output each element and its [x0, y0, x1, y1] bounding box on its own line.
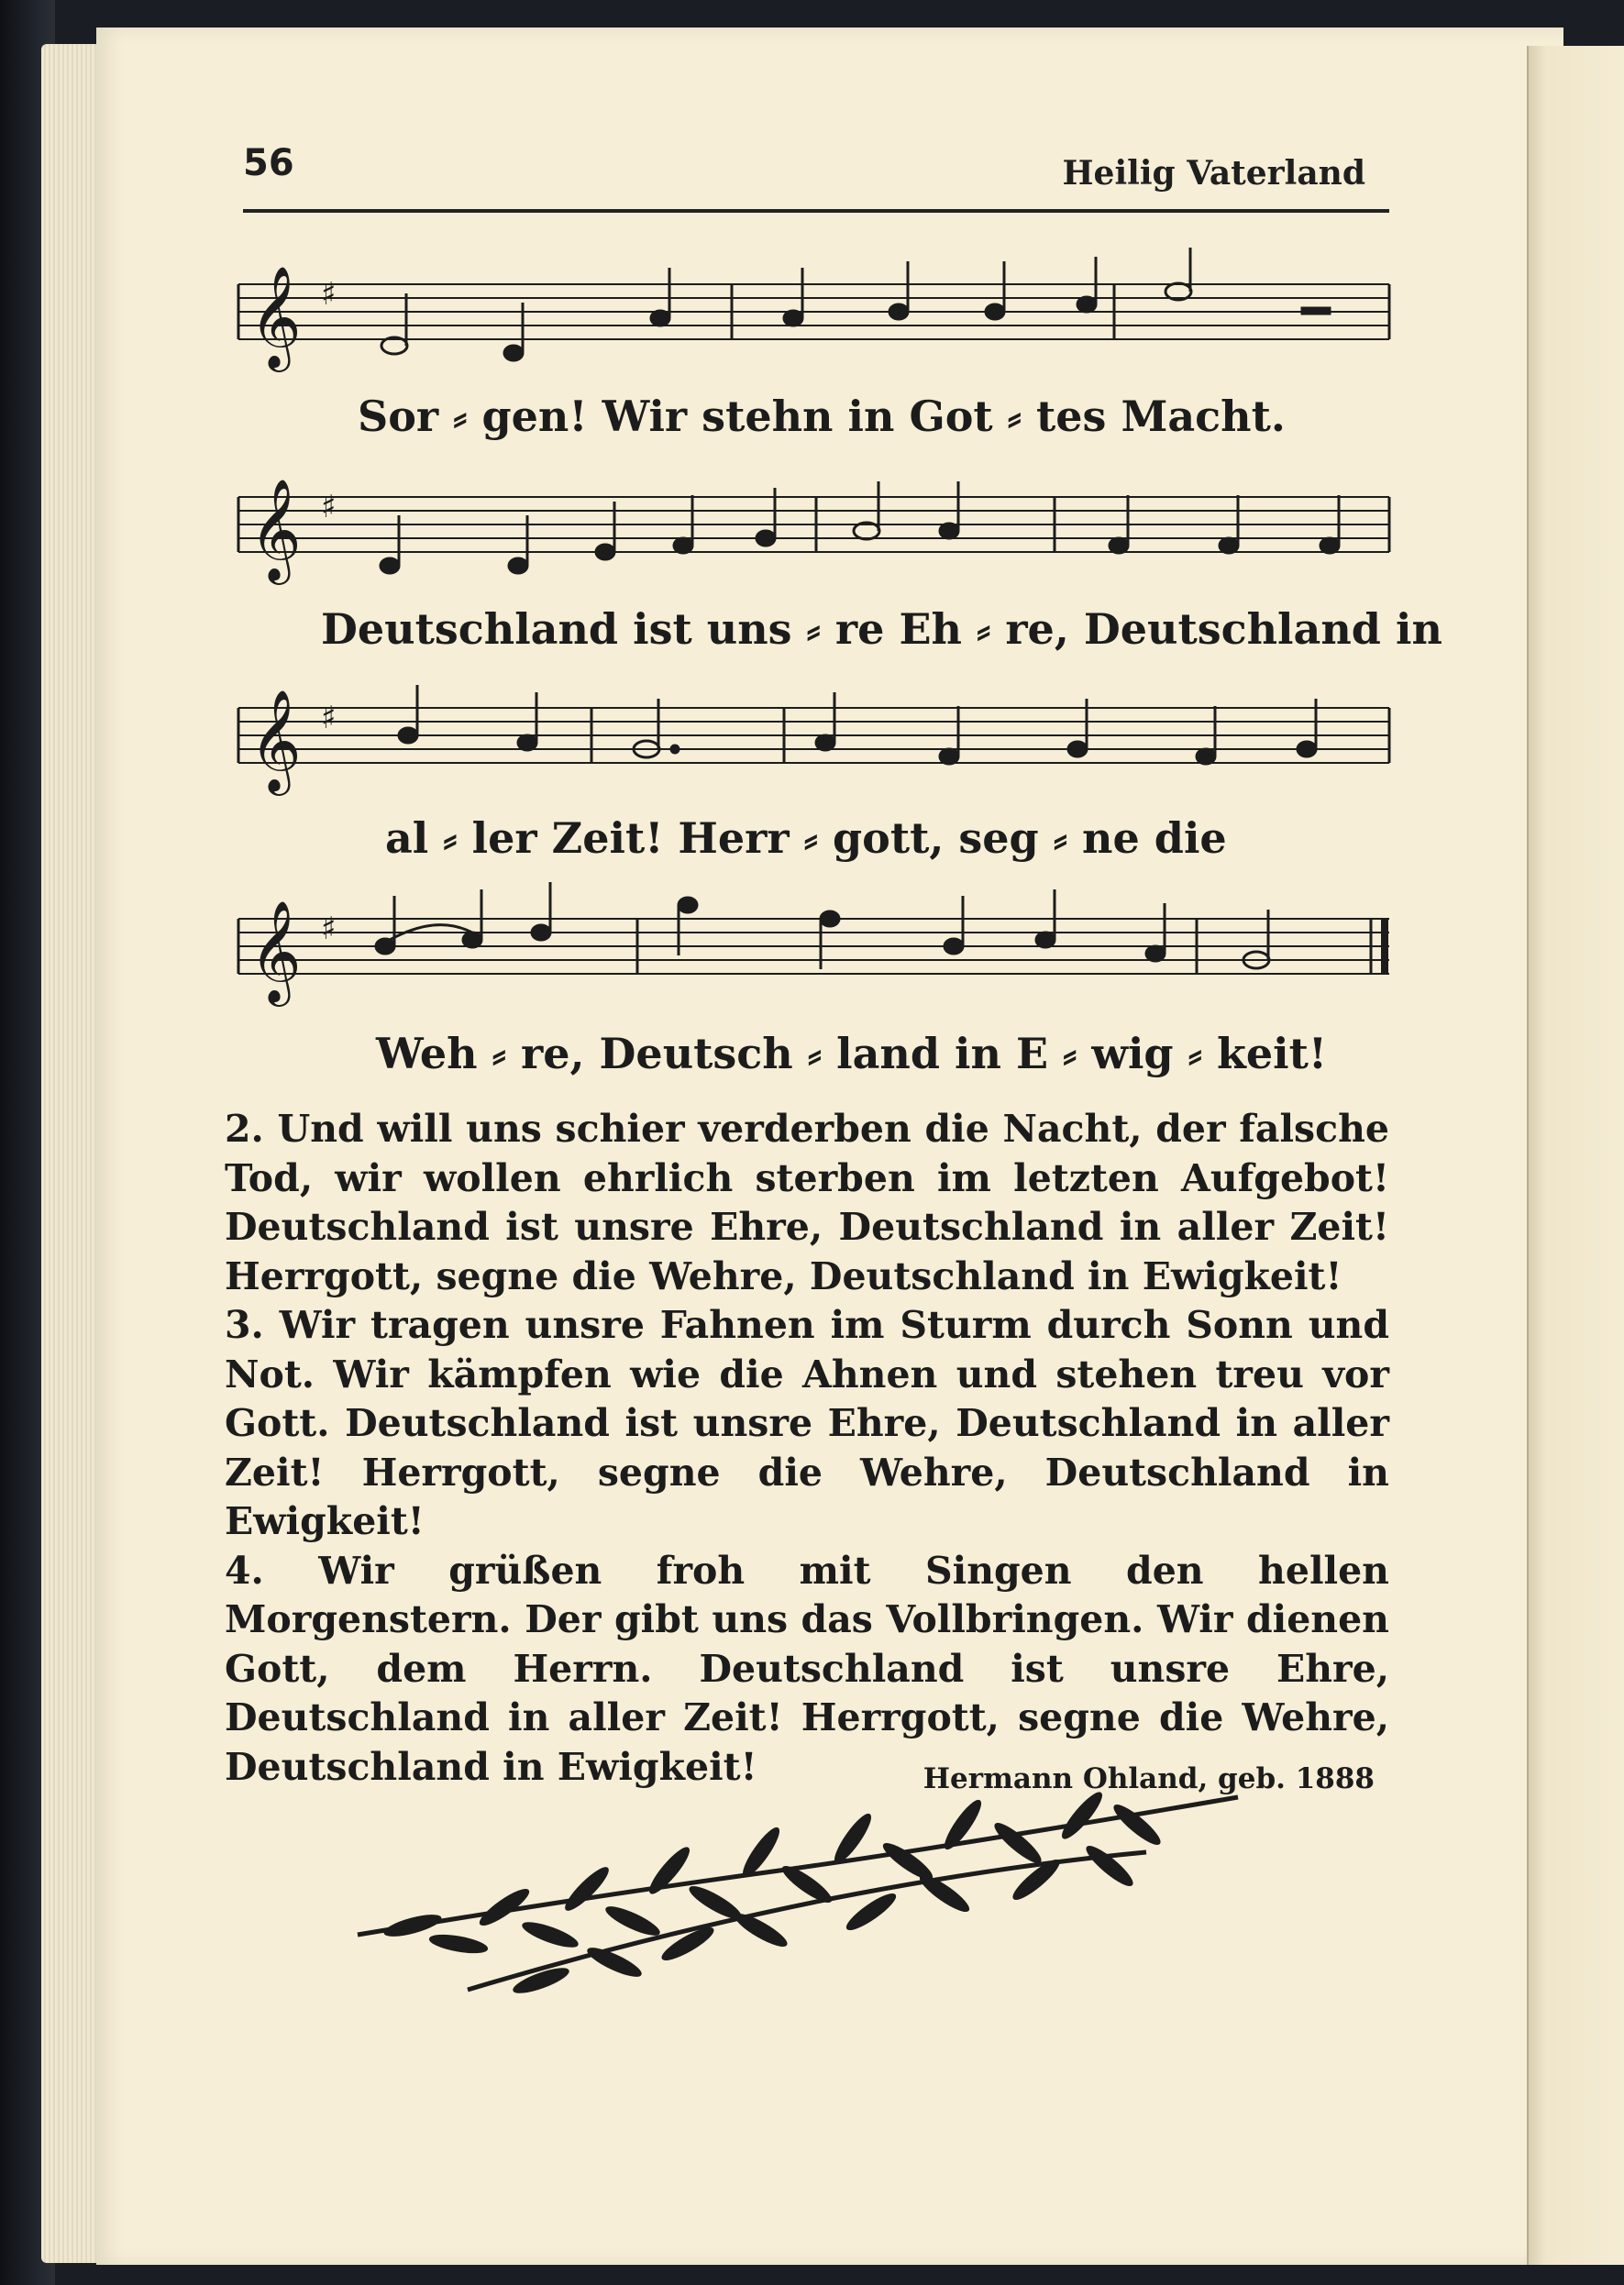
- sharp-icon: ♯: [321, 276, 337, 313]
- verse-4: 4. Wir grüßen froh mit Singen den hellen Morgenstern. Der gibt uns das Vollbringen. Wir dienen Gott, dem Herrn. Deutschland ist unsre Ehre, Deutschland in aller Zeit! Herrgott, segne die Wehre, Deutschland in Ewigkeit!: [225, 1548, 1389, 1789]
- music-notes-1: [381, 248, 1330, 360]
- running-title: Heilig Vaterland: [1062, 154, 1365, 193]
- facing-page-edge: [1527, 46, 1624, 2265]
- page-number: 56: [243, 142, 294, 184]
- verses: [225, 1105, 1389, 1792]
- header-rule: [243, 209, 1389, 213]
- music-notes-4: [376, 882, 1269, 969]
- lyrics-system-2: Deutschland ist uns ⸗ re Eh ⸗ re, Deutschland in: [321, 604, 1442, 654]
- music-notes-3: [399, 685, 1316, 764]
- music-notes-2: [381, 481, 1339, 573]
- verse-2: 2. Und will uns schier verderben die Nacht, der falsche Tod, wir wollen ehrlich sterben im letzten Aufgebot! Deutschland ist unsre Ehre, Deutschland in aller Zeit! Herrgott, segne die Wehre, Deutschland in Ewigkeit!: [225, 1107, 1389, 1298]
- lyrics-system-4: Weh ⸗ re, Deutsch ⸗ land in E ⸗ wig ⸗ keit!: [376, 1029, 1328, 1078]
- lyrics-system-1: Sor ⸗ gen! Wir stehn in Got ⸗ tes Macht.: [358, 392, 1286, 441]
- treble-clef-icon: 𝄞: [249, 265, 302, 368]
- laurel-branch-icon: [358, 1797, 1238, 2008]
- treble-clef-icon: 𝄞: [249, 478, 302, 580]
- sheet-music: [229, 248, 1442, 1174]
- sharp-icon: ♯: [321, 911, 337, 947]
- music-system-2: [238, 497, 1389, 552]
- music-system-1: [238, 284, 1389, 339]
- treble-clef-icon: 𝄞: [249, 900, 302, 1002]
- lyrics-system-3: al ⸗ ler Zeit! Herr ⸗ gott, seg ⸗ ne die: [385, 813, 1227, 863]
- sharp-icon: ♯: [321, 489, 337, 525]
- music-system-4: [238, 919, 1389, 974]
- verse-3: 3. Wir tragen unsre Fahnen im Sturm durch Sonn und Not. Wir kämpfen wie die Ahnen und stehen treu vor Gott. Deutschland ist unsre Ehre, Deutschland in aller Zeit! Herrgott, segne die Wehre, Deutschland in Ewigkeit!: [225, 1303, 1389, 1543]
- treble-clef-icon: 𝄞: [249, 689, 302, 791]
- sharp-icon: ♯: [321, 700, 337, 736]
- author-attribution: Hermann Ohland, geb. 1888: [922, 1762, 1375, 1795]
